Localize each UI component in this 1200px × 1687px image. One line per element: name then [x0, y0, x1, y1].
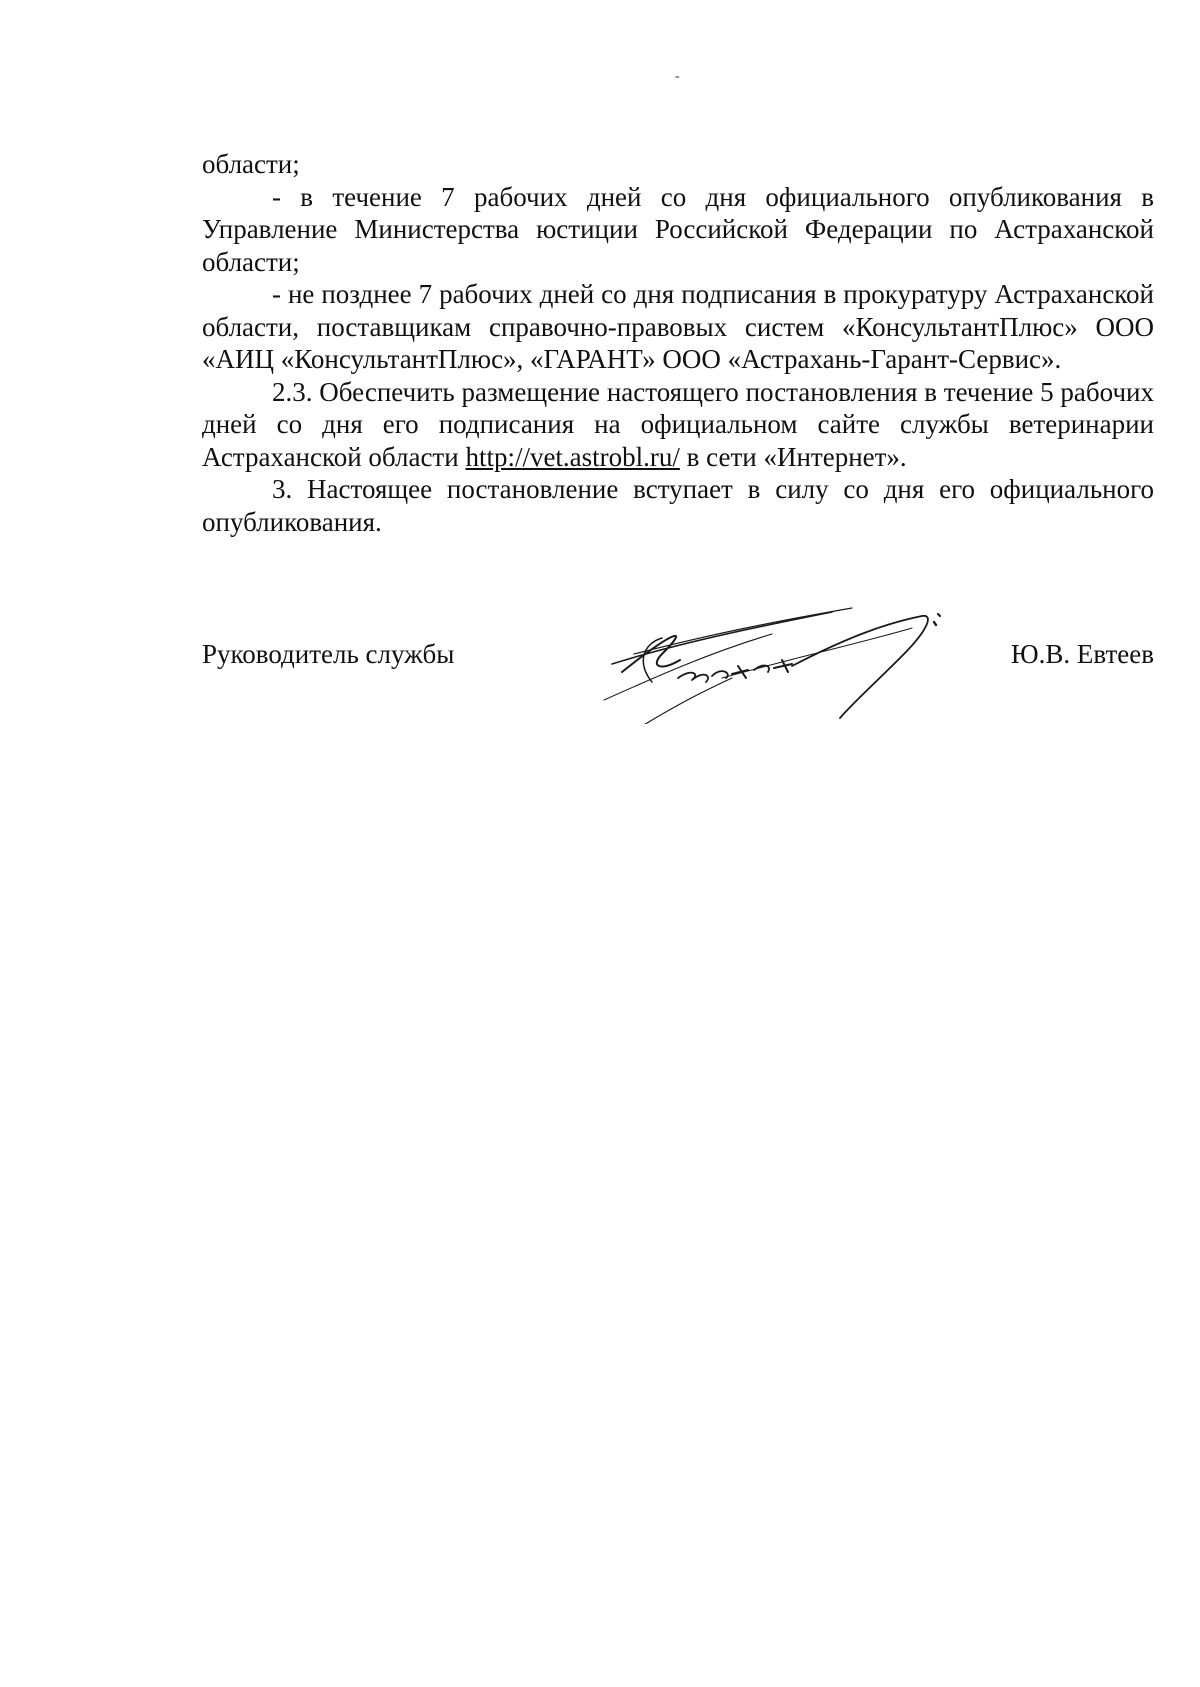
paragraph-ministry-justice: - в течение 7 рабочих дней со дня официального опубликования в Управление Министерства юстиции Российской Федерации по Астраханской области;: [202, 181, 1154, 277]
paragraph-website-publication: [202, 376, 1154, 474]
paragraph-continuation: области;: [202, 149, 300, 179]
signatory-name: Ю.В. Евтеев: [1010, 639, 1154, 669]
page-mark: -: [675, 69, 680, 84]
document-body: [202, 148, 1154, 538]
paragraph-prosecutor: - не позднее 7 рабочих дней со дня подписания в прокуратуру Астраханской области, поставщикам справочно-правовых систем «КонсультантПлюс» ООО «АИЦ «КонсультантПлюс», «ГАРАНТ» ООО «Астрахань-Гарант-Сервис».: [202, 279, 1154, 374]
paragraph-website-text-before: 2.3. Обеспечить размещение настоящего постановления в течение 5 рабочих дней со дня его подписания на официальном сайте службы ветеринарии Астраханской области: [202, 376, 1154, 472]
paragraph-entry-into-force: 3. Настоящее постановление вступает в силу со дня его официального опубликования.: [202, 474, 1154, 537]
paragraph-website-text-after: в сети «Интернет».: [679, 441, 907, 472]
signatory-position: Руководитель службы: [202, 639, 455, 669]
signature-block: [202, 622, 1154, 722]
website-link[interactable]: http://vet.astrobl.ru/: [465, 441, 680, 472]
